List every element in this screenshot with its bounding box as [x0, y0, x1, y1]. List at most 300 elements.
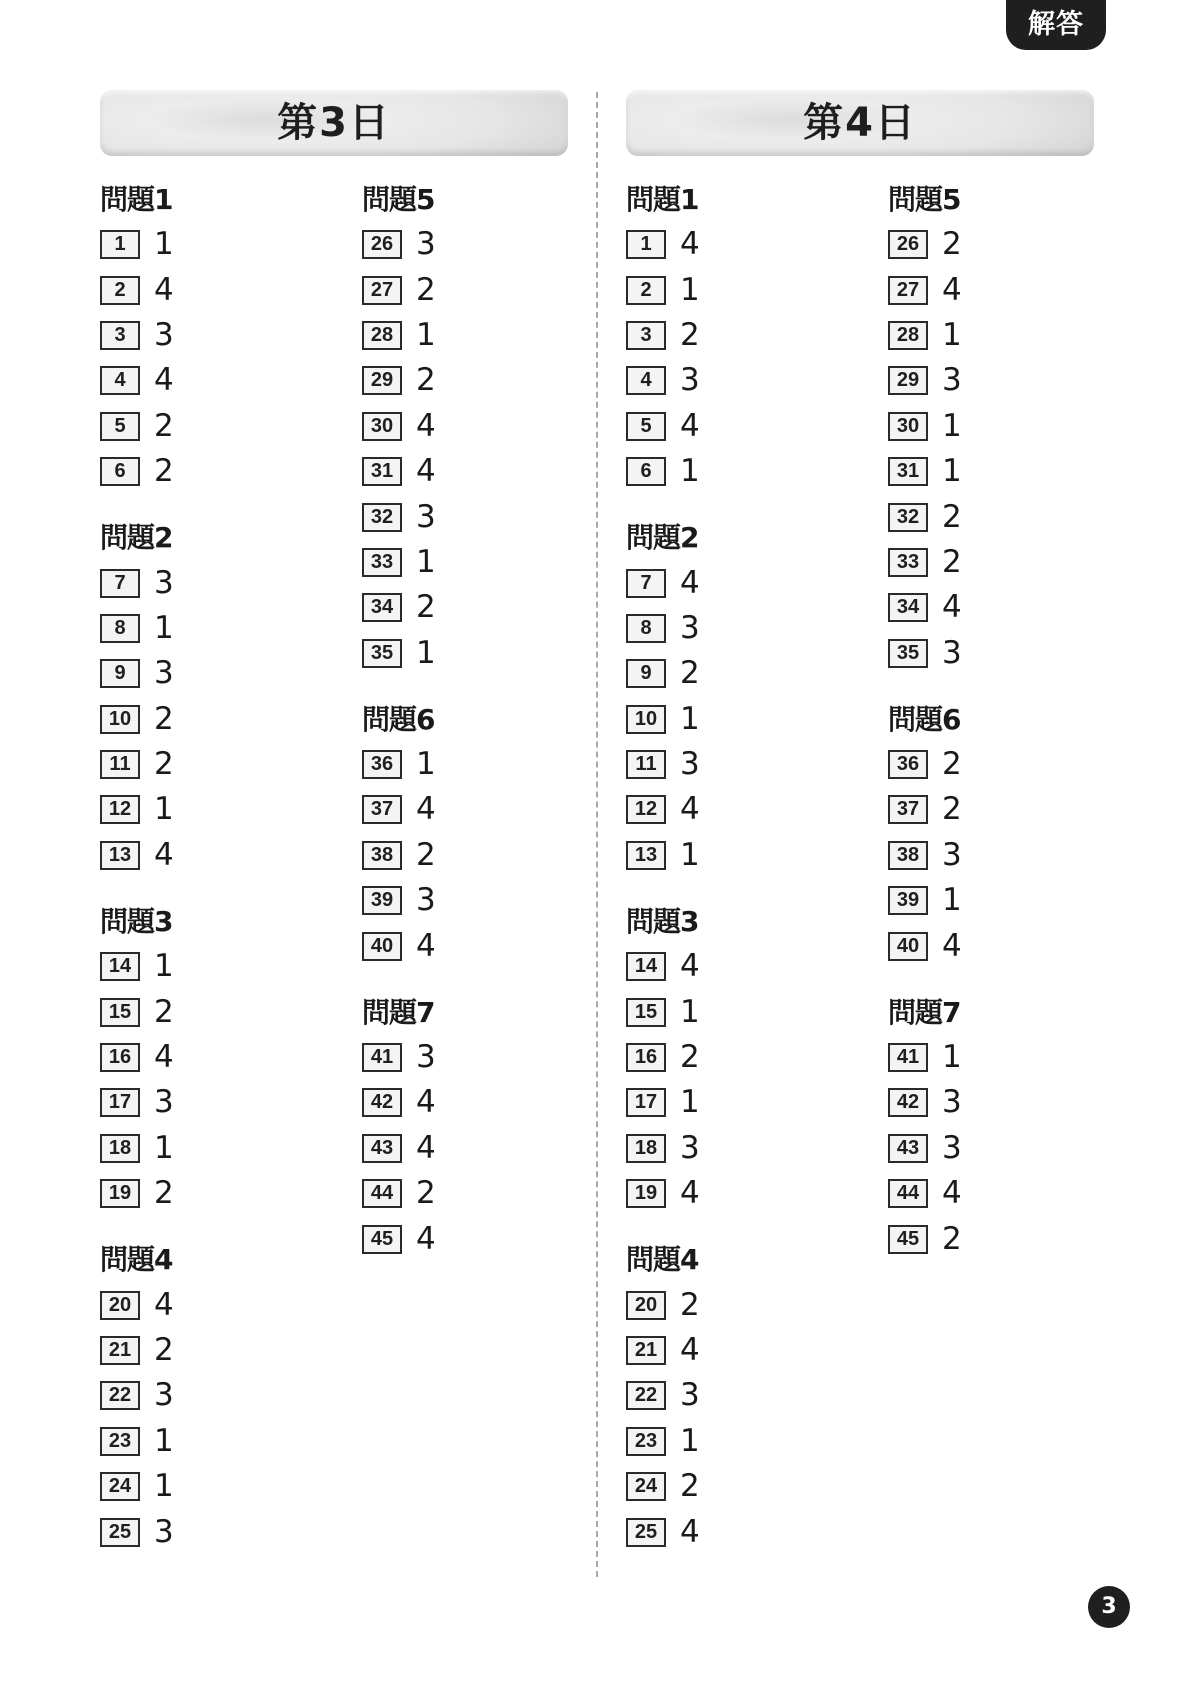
answer-row [362, 1080, 582, 1125]
problem-section [626, 900, 846, 1216]
answer-row [100, 944, 320, 989]
problem-heading: 問題7 [362, 995, 435, 1029]
question-number-box: 35 [362, 639, 402, 668]
answer-value: 2 [942, 226, 962, 263]
answer-value: 3 [154, 1084, 174, 1121]
answer-row [362, 833, 582, 878]
answer-value: 1 [942, 1039, 962, 1076]
question-number-box: 44 [362, 1179, 402, 1208]
answer-value: 2 [416, 362, 436, 399]
answer-row [362, 267, 582, 312]
answer-value: 1 [942, 407, 962, 444]
question-number-box: 41 [888, 1043, 928, 1072]
question-number-box: 40 [362, 932, 402, 961]
answer-value: 4 [680, 1513, 700, 1550]
answer-row [100, 742, 320, 787]
answer-value: 3 [680, 1129, 700, 1166]
answer-row [100, 358, 320, 403]
question-number-box: 39 [888, 886, 928, 915]
question-number-box: 27 [362, 276, 402, 305]
answer-tag: 解答 [1006, 0, 1106, 50]
question-number-box: 13 [100, 841, 140, 870]
problem-section [362, 991, 582, 1262]
question-number-box: 20 [100, 1291, 140, 1320]
answer-value: 2 [154, 993, 174, 1030]
answer-row [626, 404, 846, 449]
answer-row [362, 222, 582, 267]
question-number-box: 10 [100, 705, 140, 734]
problem-section [626, 516, 846, 878]
answer-row [888, 787, 1108, 832]
answer-value: 1 [680, 271, 700, 308]
answer-value: 4 [416, 1220, 436, 1257]
answer-value: 4 [680, 407, 700, 444]
question-number-box: 37 [362, 795, 402, 824]
question-number-box: 16 [626, 1043, 666, 1072]
question-number-box: 11 [100, 750, 140, 779]
question-number-box: 12 [626, 795, 666, 824]
answer-value: 2 [680, 1039, 700, 1076]
answer-row [100, 267, 320, 312]
answer-row [100, 1126, 320, 1171]
question-number-box: 23 [100, 1427, 140, 1456]
answer-value: 4 [942, 271, 962, 308]
question-number-box: 8 [626, 614, 666, 643]
answer-row [362, 494, 582, 539]
answer-value: 1 [154, 948, 174, 985]
question-number-box: 32 [362, 503, 402, 532]
question-number-box: 7 [626, 569, 666, 598]
answer-value: 2 [416, 271, 436, 308]
question-number-box: 2 [626, 276, 666, 305]
answer-value: 1 [416, 746, 436, 783]
problem-heading: 問題2 [626, 521, 699, 555]
answer-value: 2 [154, 453, 174, 490]
answer-row [888, 313, 1108, 358]
answer-row [100, 787, 320, 832]
problem-section [888, 991, 1108, 1262]
problem-heading: 問題5 [362, 183, 435, 216]
day-4-column-right [888, 178, 1108, 1262]
problem-heading: 問題1 [626, 183, 699, 216]
question-number-box: 10 [626, 705, 666, 734]
answer-value: 4 [154, 836, 174, 873]
question-number-box: 36 [888, 750, 928, 779]
answer-value: 3 [416, 1039, 436, 1076]
answer-value: 1 [154, 226, 174, 263]
answer-value: 1 [680, 836, 700, 873]
answer-row [626, 1328, 846, 1373]
answer-value: 4 [154, 1286, 174, 1323]
answer-value: 2 [154, 746, 174, 783]
answer-value: 1 [942, 453, 962, 490]
answer-row [362, 1216, 582, 1261]
question-number-box: 30 [888, 412, 928, 441]
problem-section [362, 178, 582, 676]
answer-row [362, 404, 582, 449]
answer-value: 2 [942, 791, 962, 828]
answer-value: 2 [154, 1175, 174, 1212]
answer-row [888, 1080, 1108, 1125]
answer-value: 1 [680, 1084, 700, 1121]
question-number-box: 45 [362, 1225, 402, 1254]
answer-row [100, 313, 320, 358]
answer-row [626, 697, 846, 742]
question-number-box: 14 [626, 952, 666, 981]
answer-row [362, 878, 582, 923]
question-number-box: 16 [100, 1043, 140, 1072]
problem-section [100, 516, 320, 878]
answer-row [626, 1080, 846, 1125]
answer-row [626, 787, 846, 832]
question-number-box: 26 [888, 230, 928, 259]
question-number-box: 38 [888, 841, 928, 870]
answer-row [626, 1373, 846, 1418]
answer-row [888, 1171, 1108, 1216]
answer-row [626, 1419, 846, 1464]
answer-row [888, 878, 1108, 923]
answer-value: 3 [154, 655, 174, 692]
answer-value: 1 [680, 700, 700, 737]
question-number-box: 21 [626, 1336, 666, 1365]
answer-row [888, 404, 1108, 449]
question-number-box: 33 [362, 548, 402, 577]
answer-row [626, 222, 846, 267]
answer-row [100, 1328, 320, 1373]
answer-row [626, 1509, 846, 1554]
answer-row [362, 449, 582, 494]
answer-row [362, 631, 582, 676]
question-number-box: 29 [888, 366, 928, 395]
answer-value: 1 [154, 1129, 174, 1166]
answer-row [362, 313, 582, 358]
question-number-box: 5 [100, 412, 140, 441]
question-number-box: 21 [100, 1336, 140, 1365]
question-number-box: 4 [626, 366, 666, 395]
question-number-box: 42 [888, 1088, 928, 1117]
answer-value: 4 [942, 1175, 962, 1212]
question-number-box: 11 [626, 750, 666, 779]
answer-value: 3 [416, 498, 436, 535]
answer-row [888, 923, 1108, 968]
answer-row [100, 1171, 320, 1216]
answer-row [100, 1464, 320, 1509]
answer-value: 3 [942, 836, 962, 873]
answer-value: 1 [154, 791, 174, 828]
answer-value: 1 [154, 1468, 174, 1505]
problem-section [888, 178, 1108, 676]
answer-row [626, 742, 846, 787]
answer-row [626, 560, 846, 605]
question-number-box: 9 [626, 659, 666, 688]
question-number-box: 42 [362, 1088, 402, 1117]
answer-value: 3 [942, 1084, 962, 1121]
answer-row [888, 585, 1108, 630]
question-number-box: 9 [100, 659, 140, 688]
answer-row [626, 651, 846, 696]
question-number-box: 31 [362, 457, 402, 486]
answer-row [100, 651, 320, 696]
answer-value: 4 [416, 927, 436, 964]
answer-value: 2 [680, 1286, 700, 1323]
question-number-box: 8 [100, 614, 140, 643]
answer-row [626, 1171, 846, 1216]
question-number-box: 19 [626, 1179, 666, 1208]
question-number-box: 30 [362, 412, 402, 441]
answer-row [362, 1171, 582, 1216]
answer-row [888, 494, 1108, 539]
question-number-box: 36 [362, 750, 402, 779]
answer-row [362, 1035, 582, 1080]
answer-value: 3 [942, 1129, 962, 1166]
question-number-box: 13 [626, 841, 666, 870]
answer-row [100, 1035, 320, 1080]
question-number-box: 14 [100, 952, 140, 981]
problem-heading: 問題1 [100, 183, 173, 216]
answer-value: 3 [154, 316, 174, 353]
question-number-box: 6 [626, 457, 666, 486]
day-3-title: 第3日 [277, 100, 391, 146]
answer-row [100, 1282, 320, 1327]
answer-row [362, 1126, 582, 1171]
answer-row [626, 833, 846, 878]
day-4-column-left [626, 178, 846, 1555]
question-number-box: 3 [626, 321, 666, 350]
question-number-box: 28 [888, 321, 928, 350]
answer-row [626, 1035, 846, 1080]
question-number-box: 12 [100, 795, 140, 824]
question-number-box: 43 [888, 1134, 928, 1163]
question-number-box: 44 [888, 1179, 928, 1208]
problem-heading: 問題6 [888, 702, 961, 736]
answer-value: 3 [154, 564, 174, 601]
answer-row [888, 631, 1108, 676]
answer-value: 1 [416, 634, 436, 671]
question-number-box: 40 [888, 932, 928, 961]
question-number-box: 45 [888, 1225, 928, 1254]
problem-heading: 問題2 [100, 521, 173, 555]
answer-row [888, 222, 1108, 267]
answer-value: 1 [680, 993, 700, 1030]
answer-value: 1 [154, 609, 174, 646]
problem-section [626, 1238, 846, 1554]
question-number-box: 33 [888, 548, 928, 577]
answer-row [888, 449, 1108, 494]
day-3-banner [100, 90, 568, 156]
answer-value: 1 [416, 543, 436, 580]
answer-row [626, 606, 846, 651]
answer-value: 2 [154, 407, 174, 444]
problem-heading: 問題4 [626, 1243, 699, 1277]
problem-section [100, 1238, 320, 1554]
answer-value: 3 [680, 746, 700, 783]
answer-value: 4 [680, 791, 700, 828]
question-number-box: 41 [362, 1043, 402, 1072]
problem-heading: 問題5 [888, 183, 961, 216]
question-number-box: 25 [100, 1518, 140, 1547]
answer-value: 2 [154, 1332, 174, 1368]
answer-row [888, 540, 1108, 585]
question-number-box: 1 [100, 230, 140, 259]
answer-row [626, 358, 846, 403]
question-number-box: 27 [888, 276, 928, 305]
day-3-column-left [100, 178, 320, 1555]
question-number-box: 1 [626, 230, 666, 259]
answer-value: 3 [680, 362, 700, 399]
answer-row [626, 1126, 846, 1171]
answer-value: 4 [154, 1039, 174, 1076]
answer-value: 2 [942, 1220, 962, 1257]
answer-value: 2 [680, 655, 700, 692]
problem-section [888, 698, 1108, 969]
answer-row [100, 560, 320, 605]
answer-value: 3 [416, 882, 436, 919]
answer-value: 1 [942, 882, 962, 919]
answer-value: 2 [680, 1468, 700, 1505]
question-number-box: 34 [362, 593, 402, 622]
answer-row [100, 449, 320, 494]
answer-row [888, 1035, 1108, 1080]
problem-section [100, 900, 320, 1216]
answer-value: 4 [154, 362, 174, 399]
answer-value: 4 [680, 1175, 700, 1212]
answer-value: 4 [416, 407, 436, 444]
question-number-box: 7 [100, 569, 140, 598]
answer-value: 4 [680, 948, 700, 985]
question-number-box: 20 [626, 1291, 666, 1320]
answer-value: 4 [680, 1332, 700, 1368]
answer-value: 1 [680, 453, 700, 490]
question-number-box: 2 [100, 276, 140, 305]
answer-row [100, 1419, 320, 1464]
answer-value: 1 [416, 316, 436, 353]
problem-section [626, 178, 846, 494]
question-number-box: 35 [888, 639, 928, 668]
question-number-box: 28 [362, 321, 402, 350]
answer-value: 4 [680, 564, 700, 601]
answer-row [100, 989, 320, 1034]
answer-value: 3 [416, 226, 436, 263]
answer-row [888, 1216, 1108, 1261]
answer-value: 3 [154, 1513, 174, 1550]
question-number-box: 15 [626, 998, 666, 1027]
problem-section [362, 698, 582, 969]
answer-row [100, 606, 320, 651]
problem-section [100, 178, 320, 494]
question-number-box: 6 [100, 457, 140, 486]
answer-row [888, 833, 1108, 878]
answer-row [626, 1282, 846, 1327]
answer-value: 2 [942, 498, 962, 535]
answer-value: 3 [680, 1377, 700, 1414]
answer-row [100, 697, 320, 742]
question-number-box: 24 [626, 1472, 666, 1501]
answer-row [100, 1509, 320, 1554]
answer-row [362, 585, 582, 630]
question-number-box: 26 [362, 230, 402, 259]
answer-row [626, 944, 846, 989]
question-number-box: 32 [888, 503, 928, 532]
answer-value: 4 [416, 791, 436, 828]
answer-value: 2 [942, 543, 962, 580]
answer-value: 4 [416, 1129, 436, 1166]
day-4-title: 第4日 [803, 100, 917, 146]
answer-value: 4 [942, 589, 962, 626]
answer-value: 1 [154, 1422, 174, 1459]
answer-value: 1 [680, 1422, 700, 1459]
answer-value: 4 [416, 453, 436, 490]
day-4-banner [626, 90, 1094, 156]
answer-value: 4 [680, 226, 700, 263]
answer-row [100, 404, 320, 449]
answer-value: 2 [680, 316, 700, 353]
answer-value: 2 [416, 836, 436, 873]
question-number-box: 22 [626, 1381, 666, 1410]
answer-value: 3 [942, 362, 962, 399]
question-number-box: 15 [100, 998, 140, 1027]
answer-row [626, 313, 846, 358]
answer-value: 4 [154, 271, 174, 308]
problem-heading: 問題3 [626, 905, 699, 939]
answer-value: 2 [942, 746, 962, 783]
answer-row [362, 358, 582, 403]
answer-row [362, 540, 582, 585]
answer-value: 1 [942, 316, 962, 353]
problem-heading: 問題3 [100, 905, 173, 939]
answer-value: 3 [680, 609, 700, 646]
problem-heading: 問題7 [888, 995, 961, 1029]
column-divider [596, 92, 598, 1577]
question-number-box: 5 [626, 412, 666, 441]
answer-value: 4 [416, 1084, 436, 1121]
question-number-box: 34 [888, 593, 928, 622]
answer-row [888, 267, 1108, 312]
answer-row [362, 787, 582, 832]
answer-row [100, 1373, 320, 1418]
answer-row [888, 358, 1108, 403]
answer-row [626, 267, 846, 312]
question-number-box: 37 [888, 795, 928, 824]
day-3-column-right [362, 178, 582, 1262]
question-number-box: 23 [626, 1427, 666, 1456]
problem-heading: 問題4 [100, 1243, 173, 1277]
question-number-box: 24 [100, 1472, 140, 1501]
question-number-box: 22 [100, 1381, 140, 1410]
answer-row [626, 1464, 846, 1509]
answer-row [100, 833, 320, 878]
page-number-badge: 3 [1088, 1586, 1130, 1628]
answer-row [362, 742, 582, 787]
question-number-box: 38 [362, 841, 402, 870]
answer-row [626, 989, 846, 1034]
question-number-box: 18 [100, 1134, 140, 1163]
answer-row [626, 449, 846, 494]
question-number-box: 4 [100, 366, 140, 395]
question-number-box: 43 [362, 1134, 402, 1163]
answer-row [888, 1126, 1108, 1171]
question-number-box: 29 [362, 366, 402, 395]
answer-value: 3 [154, 1377, 174, 1414]
answer-row [888, 742, 1108, 787]
answer-value: 2 [416, 1175, 436, 1212]
answer-value: 3 [942, 634, 962, 671]
problem-heading: 問題6 [362, 702, 435, 736]
answer-value: 2 [416, 589, 436, 626]
question-number-box: 39 [362, 886, 402, 915]
answer-row [100, 1080, 320, 1125]
question-number-box: 31 [888, 457, 928, 486]
answer-row [362, 923, 582, 968]
